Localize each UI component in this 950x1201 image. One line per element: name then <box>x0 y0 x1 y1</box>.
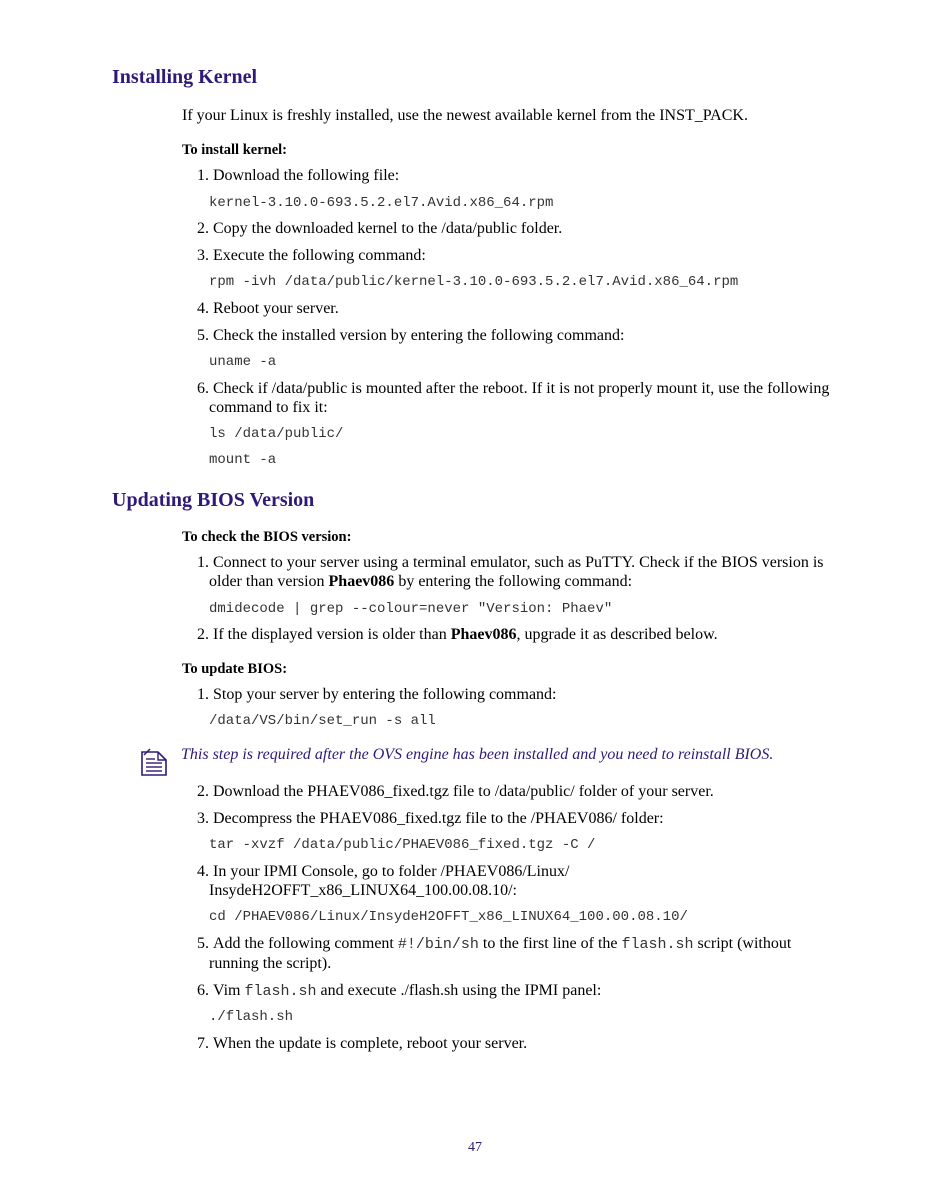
step-continuation: InsydeH2OFFT_x86_LINUX64_100.00.08.10/: <box>209 882 517 899</box>
step-item: 3. Execute the following command: <box>197 247 426 264</box>
step-item: 4. Reboot your server. <box>197 300 339 317</box>
section-heading-updating-bios: Updating BIOS Version <box>112 489 315 511</box>
code-line: tar -xvzf /data/public/PHAEV086_fixed.tgz -C / <box>209 837 596 853</box>
step-item: 2. Copy the downloaded kernel to the /data/public folder. <box>197 220 563 237</box>
note-text: This step is required after the OVS engine has been installed and you need to reinstall BIOS. <box>181 746 774 763</box>
code-line: ./flash.sh <box>209 1009 294 1025</box>
step-item: 4. In your IPMI Console, go to folder /PHAEV086/Linux/ <box>197 863 570 880</box>
step-continuation: older than version Phaev086 by entering the following command: <box>209 573 633 590</box>
code-line: rpm -ivh /data/public/kernel-3.10.0-693.5.2.el7.Avid.x86_64.rpm <box>209 274 739 290</box>
code-line: /data/VS/bin/set_run -s all <box>209 713 436 729</box>
step-item: 7. When the update is complete, reboot your server. <box>197 1035 528 1052</box>
section-heading-installing-kernel: Installing Kernel <box>112 66 258 88</box>
step-continuation: command to fix it: <box>209 399 328 416</box>
step-item: 1. Connect to your server using a terminal emulator, such as PuTTY. Check if the BIOS version is <box>197 554 824 571</box>
code-line: kernel-3.10.0-693.5.2.el7.Avid.x86_64.rpm <box>209 195 554 211</box>
intro-paragraph: If your Linux is freshly installed, use the newest available kernel from the INST_PACK. <box>182 107 748 124</box>
step-item: 6. Vim flash.sh and execute ./flash.sh using the IPMI panel: <box>197 982 602 1000</box>
step-item: 5. Check the installed version by entering the following command: <box>197 327 625 344</box>
page-number: 47 <box>468 1140 482 1155</box>
code-line: cd /PHAEV086/Linux/InsydeH2OFFT_x86_LINUX64_100.00.08.10/ <box>209 909 688 925</box>
step-item: 5. Add the following comment #!/bin/sh to the first line of the flash.sh script (without <box>197 935 792 953</box>
note-icon <box>140 747 168 777</box>
procedure-label: To install kernel: <box>182 142 288 158</box>
step-continuation: running the script). <box>209 955 332 972</box>
step-item: 2. If the displayed version is older than Phaev086, upgrade it as described below. <box>197 626 718 643</box>
procedure-label: To check the BIOS version: <box>182 529 352 545</box>
step-item: 1. Stop your server by entering the following command: <box>197 686 557 703</box>
step-item: 1. Download the following file: <box>197 167 400 184</box>
code-line: uname -a <box>209 354 277 370</box>
step-item: 3. Decompress the PHAEV086_fixed.tgz file to the /PHAEV086/ folder: <box>197 810 664 827</box>
code-line: mount -a <box>209 452 277 468</box>
procedure-label: To update BIOS: <box>182 661 288 677</box>
step-item: 2. Download the PHAEV086_fixed.tgz file to /data/public/ folder of your server. <box>197 783 714 800</box>
code-line: ls /data/public/ <box>209 426 344 442</box>
code-line: dmidecode | grep --colour=never "Version: Phaev" <box>209 601 613 617</box>
step-item: 6. Check if /data/public is mounted after the reboot. If it is not properly mount it, use the following <box>197 380 830 397</box>
